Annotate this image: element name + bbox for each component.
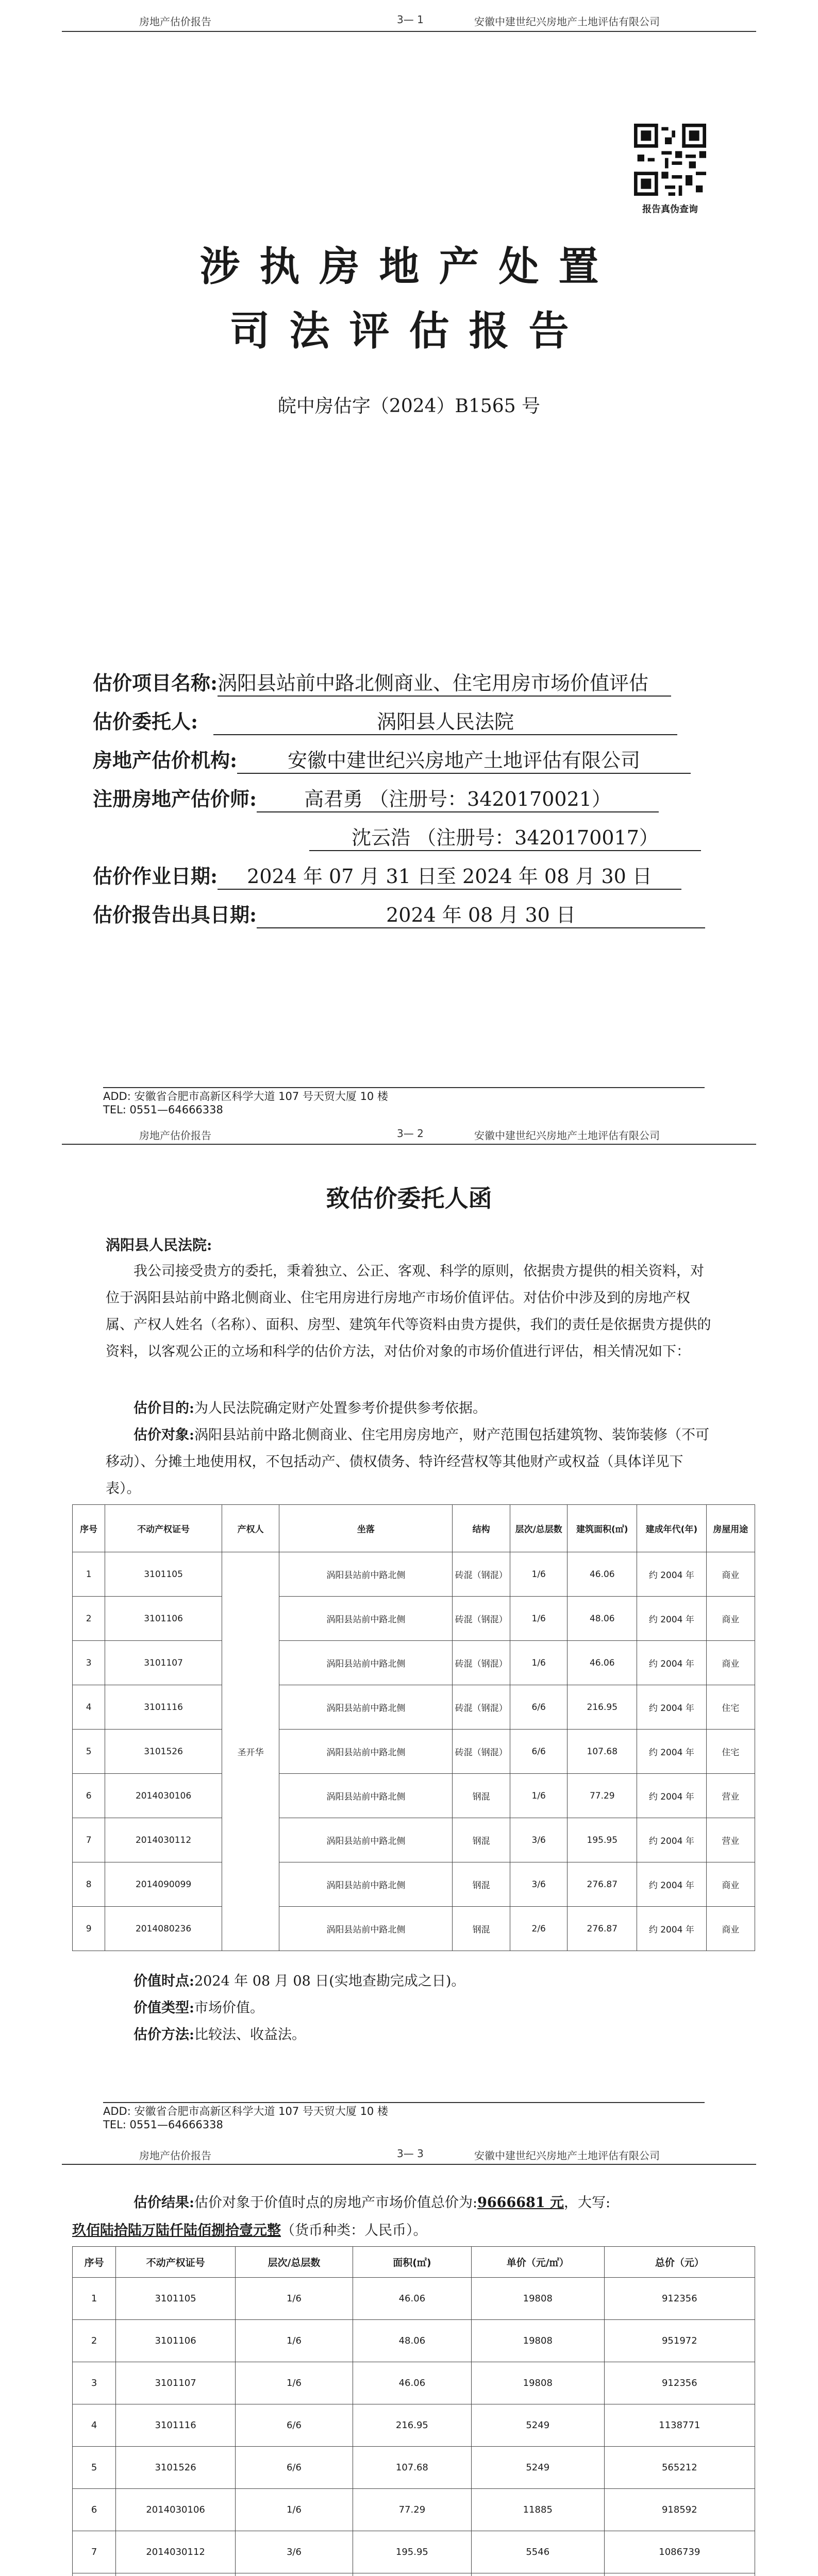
work-date-field <box>93 860 681 890</box>
client-field <box>93 706 677 735</box>
floor: 2/6 <box>510 1907 567 1951</box>
property-row <box>73 1818 755 1862</box>
cert-number: 3101107 <box>116 2362 236 2404</box>
unit-price: 11885 <box>471 2489 604 2531</box>
value-row <box>73 2489 755 2531</box>
work-date-label: 估价作业日期: <box>93 865 218 888</box>
structure: 钢混 <box>453 1774 510 1818</box>
location: 涡阳县站前中路北侧 <box>279 1862 453 1907</box>
unit-price: 5249 <box>471 2447 604 2489</box>
property-row <box>73 1552 755 1597</box>
total-price: 912356 <box>604 2362 755 2404</box>
usage: 营业 <box>706 1774 755 1818</box>
area: 195.95 <box>353 2531 471 2573</box>
client-label: 估价委托人: <box>93 710 198 733</box>
agency-value: 安徽中建世纪兴房地产土地评估有限公司 <box>237 744 691 774</box>
col-header: 序号 <box>73 2247 116 2278</box>
unit-price: 19808 <box>471 2362 604 2404</box>
purpose-label: 估价目的: <box>133 1400 194 1416</box>
property-table-header <box>73 1505 755 1552</box>
usage: 住宅 <box>706 1685 755 1730</box>
col-header: 层次/总层数 <box>510 1505 567 1552</box>
cert-number: 2014090099 <box>105 1862 222 1907</box>
cover-title-line2: 司法评估报告 <box>229 308 589 354</box>
method-value: 比较法、收益法。 <box>194 2027 306 2043</box>
row-index: 5 <box>73 1730 105 1774</box>
floor: 6/6 <box>236 2404 353 2447</box>
header-page-number: 3— 3 <box>397 2147 424 2160</box>
row-index: 8 <box>73 1862 105 1907</box>
object-label: 估价对象: <box>133 1427 194 1443</box>
value-time-value: 2024 年 08 月 08 日(实地查勘完成之日)。 <box>194 1973 465 1989</box>
area: 216.95 <box>353 2404 471 2447</box>
appraiser-field <box>93 783 659 812</box>
total-price: 565212 <box>604 2447 755 2489</box>
row-index <box>73 2573 116 2576</box>
purpose-value: 为人民法院确定财产处置参考价提供参考依据。 <box>194 1400 487 1416</box>
property-row <box>73 1907 755 1951</box>
total-price <box>604 2573 755 2576</box>
row-index: 9 <box>73 1907 105 1951</box>
build-year: 约 2004 年 <box>637 1862 707 1907</box>
col-header: 建筑面积(㎡) <box>567 1505 637 1552</box>
floor <box>236 2573 353 2576</box>
value-type-label: 价值类型: <box>133 2000 194 2016</box>
row-index: 7 <box>73 2531 116 2573</box>
footer-address: ADD: 安徽省合肥市高新区科学大道 107 号天贸大厦 10 楼 <box>103 2105 388 2117</box>
build-year: 约 2004 年 <box>637 1907 707 1951</box>
report-number: 皖中房估字（2024）B1565 号 <box>277 396 541 417</box>
issue-date-value: 2024 年 08 月 30 日 <box>257 899 705 928</box>
build-year: 约 2004 年 <box>637 1774 707 1818</box>
property-table <box>72 1504 755 1951</box>
build-year: 约 2004 年 <box>637 1641 707 1685</box>
value-table-header <box>73 2247 755 2278</box>
letter-title: 致估价委托人函 <box>326 1184 492 1212</box>
usage: 商业 <box>706 1862 755 1907</box>
cert-number <box>116 2573 236 2576</box>
build-year: 约 2004 年 <box>637 1685 707 1730</box>
area: 46.06 <box>567 1552 637 1597</box>
cert-number: 3101105 <box>105 1552 222 1597</box>
col-header: 单价（元/㎡） <box>471 2247 604 2278</box>
work-date-value: 2024 年 07 月 31 日至 2024 年 08 月 30 日 <box>218 860 681 890</box>
result-paragraph <box>106 2190 724 2216</box>
usage: 营业 <box>706 1818 755 1862</box>
value-row <box>73 2362 755 2404</box>
location: 涡阳县站前中路北侧 <box>279 1552 453 1597</box>
header-page-number: 3— 1 <box>397 13 424 26</box>
value-row <box>73 2573 755 2576</box>
unit-price: 19808 <box>471 2320 604 2362</box>
page-footer <box>103 2102 705 2139</box>
footer-tel: TEL: 0551—64666338 <box>103 2119 223 2131</box>
cert-number: 3101116 <box>116 2404 236 2447</box>
total-price: 918592 <box>604 2489 755 2531</box>
property-row <box>73 1862 755 1907</box>
footer-tel: TEL: 0551—64666338 <box>103 1104 223 1116</box>
area <box>353 2573 471 2576</box>
structure: 钢混 <box>453 1862 510 1907</box>
usage: 商业 <box>706 1641 755 1685</box>
value-type-value: 市场价值。 <box>194 2000 264 2016</box>
area: 77.29 <box>353 2489 471 2531</box>
result-text: 估价对象于价值时点的房地产市场价值总价为: <box>194 2195 478 2211</box>
result-amount: 9666681 元 <box>477 2195 564 2211</box>
structure: 砖混（钢混） <box>453 1685 510 1730</box>
cert-number: 3101106 <box>105 1597 222 1641</box>
result-upper: 玖佰陆拾陆万陆仟陆佰捌拾壹元整 <box>72 2223 281 2239</box>
value-row <box>73 2447 755 2489</box>
area: 48.06 <box>353 2320 471 2362</box>
property-row <box>73 1641 755 1685</box>
appraiser-2: 沈云浩 （注册号：3420170017） <box>309 822 701 851</box>
client-value: 涡阳县人民法院 <box>213 706 677 735</box>
page-header <box>62 0 756 32</box>
cert-number: 2014080236 <box>105 1907 222 1951</box>
area: 48.06 <box>567 1597 637 1641</box>
row-index: 3 <box>73 1641 105 1685</box>
floor: 1/6 <box>510 1774 567 1818</box>
area: 216.95 <box>567 1685 637 1730</box>
floor: 1/6 <box>236 2278 353 2320</box>
col-header: 不动产权证号 <box>116 2247 236 2278</box>
result-upper-line <box>72 2221 722 2241</box>
total-price: 1138771 <box>604 2404 755 2447</box>
row-index: 1 <box>73 1552 105 1597</box>
row-index: 5 <box>73 2447 116 2489</box>
property-row <box>73 1774 755 1818</box>
issue-date-field <box>93 899 705 928</box>
location: 涡阳县站前中路北侧 <box>279 1818 453 1862</box>
footer-address: ADD: 安徽省合肥市高新区科学大道 107 号天贸大厦 10 楼 <box>103 1090 388 1103</box>
cert-number: 3101105 <box>116 2278 236 2320</box>
project-value: 涡阳县站前中路北侧商业、住宅用房市场价值评估 <box>218 667 671 697</box>
cert-number: 3101106 <box>116 2320 236 2362</box>
unit-price <box>471 2573 604 2576</box>
row-index: 6 <box>73 2489 116 2531</box>
result-currency: （货币种类：人民币）。 <box>281 2223 427 2239</box>
cert-number: 2014030112 <box>116 2531 236 2573</box>
area: 107.68 <box>353 2447 471 2489</box>
floor: 1/6 <box>510 1597 567 1641</box>
row-index: 2 <box>73 2320 116 2362</box>
structure: 钢混 <box>453 1818 510 1862</box>
build-year: 约 2004 年 <box>637 1552 707 1597</box>
area: 107.68 <box>567 1730 637 1774</box>
method-label: 估价方法: <box>133 2027 194 2043</box>
location: 涡阳县站前中路北侧 <box>279 1730 453 1774</box>
floor: 3/6 <box>236 2531 353 2573</box>
qr-code-icon <box>634 124 706 196</box>
header-company: 安徽中建世纪兴房地产土地评估有限公司 <box>474 15 660 28</box>
value-time-label: 价值时点: <box>133 1973 194 1989</box>
result-upper-label: ，大写: <box>563 2195 611 2211</box>
usage: 住宅 <box>706 1730 755 1774</box>
project-field <box>93 667 671 697</box>
cover-page <box>0 0 818 1116</box>
row-index: 4 <box>73 2404 116 2447</box>
row-index: 3 <box>73 2362 116 2404</box>
col-header: 总价（元） <box>604 2247 755 2278</box>
floor: 1/6 <box>236 2362 353 2404</box>
letter-intro: 我公司接受贵方的委托，秉着独立、公正、客观、科学的原则，依据贵方提供的相关资料，对位于涡阳县站前中路北侧商业、住宅用房进行房地产市场价值评估。对估价中涉及到的房地产权属、产权人姓名（名称）、面积、房型、建筑年代等资料由贵方提供，我们的责任是依据贵方提供的资料，以客观公正的立场和科学的估价方法，对估价对象的市场价值进行评估，相关情况如下： <box>106 1263 711 1360</box>
property-row <box>73 1730 755 1774</box>
page-header <box>62 2143 756 2165</box>
cert-number: 2014030106 <box>116 2489 236 2531</box>
value-row <box>73 2404 755 2447</box>
location: 涡阳县站前中路北侧 <box>279 1907 453 1951</box>
unit-price: 5249 <box>471 2404 604 2447</box>
issue-date-label: 估价报告出具日期: <box>93 903 257 926</box>
usage: 商业 <box>706 1907 755 1951</box>
total-price: 1086739 <box>604 2531 755 2573</box>
area: 276.87 <box>567 1907 637 1951</box>
build-year: 约 2004 年 <box>637 1730 707 1774</box>
col-header: 面积(㎡) <box>353 2247 471 2278</box>
col-header: 层次/总层数 <box>236 2247 353 2278</box>
area: 46.06 <box>567 1641 637 1685</box>
floor: 1/6 <box>236 2320 353 2362</box>
build-year: 约 2004 年 <box>637 1597 707 1641</box>
value-row <box>73 2531 755 2573</box>
cert-number: 3101526 <box>116 2447 236 2489</box>
row-index: 2 <box>73 1597 105 1641</box>
col-header: 不动产权证号 <box>105 1505 222 1552</box>
object-value: 涡阳县站前中路北侧商业、住宅用房房地产，财产范围包括建筑物、装饰装修（不可移动）、分摊土地使用权，不包括动产、债权债务、特许经营权等其他财产或权益（具体详见下表）。 <box>106 1427 709 1497</box>
floor: 6/6 <box>236 2447 353 2489</box>
location: 涡阳县站前中路北侧 <box>279 1641 453 1685</box>
area: 46.06 <box>353 2362 471 2404</box>
floor: 1/6 <box>236 2489 353 2531</box>
value-type-paragraph <box>106 1995 714 2022</box>
location: 涡阳县站前中路北侧 <box>279 1597 453 1641</box>
floor: 1/6 <box>510 1552 567 1597</box>
row-index: 6 <box>73 1774 105 1818</box>
object-paragraph <box>106 1422 714 1502</box>
structure: 砖混（钢混） <box>453 1597 510 1641</box>
value-row <box>73 2320 755 2362</box>
purpose-paragraph <box>106 1395 714 1422</box>
project-label: 估价项目名称: <box>93 671 218 694</box>
property-row <box>73 1597 755 1641</box>
structure: 砖混（钢混） <box>453 1641 510 1685</box>
letter-salutation: 涡阳县人民法院: <box>106 1236 212 1253</box>
total-price: 912356 <box>604 2278 755 2320</box>
qr-code[interactable] <box>634 124 706 196</box>
letter-page <box>0 1123 818 2148</box>
col-header: 建成年代(年) <box>637 1505 707 1552</box>
col-header: 房屋用途 <box>706 1505 755 1552</box>
total-price: 951972 <box>604 2320 755 2362</box>
result-label: 估价结果: <box>133 2195 194 2211</box>
page-header <box>62 1123 756 1145</box>
cert-number: 3101526 <box>105 1730 222 1774</box>
results-page <box>0 2143 818 2576</box>
qr-caption: 报告真伪查询 <box>642 204 698 215</box>
unit-price: 5546 <box>471 2531 604 2573</box>
location: 涡阳县站前中路北侧 <box>279 1685 453 1730</box>
area: 77.29 <box>567 1774 637 1818</box>
header-title: 房地产估价报告 <box>139 15 211 28</box>
property-row <box>73 1685 755 1730</box>
location: 涡阳县站前中路北侧 <box>279 1774 453 1818</box>
area: 195.95 <box>567 1818 637 1862</box>
value-time-paragraph <box>106 1968 714 1995</box>
structure: 钢混 <box>453 1907 510 1951</box>
cover-title-line1: 涉执房地产处置 <box>199 243 619 290</box>
col-header: 序号 <box>73 1505 105 1552</box>
agency-label: 房地产估价机构: <box>93 749 238 772</box>
header-company: 安徽中建世纪兴房地产土地评估有限公司 <box>474 1129 660 1142</box>
cert-number: 3101107 <box>105 1641 222 1685</box>
row-index: 4 <box>73 1685 105 1730</box>
floor: 6/6 <box>510 1685 567 1730</box>
col-header: 结构 <box>453 1505 510 1552</box>
appraiser-label: 注册房地产估价师: <box>93 787 257 810</box>
page-footer <box>103 1087 705 1124</box>
cert-number: 2014030106 <box>105 1774 222 1818</box>
header-page-number: 3— 2 <box>397 1127 424 1140</box>
cert-number: 2014030112 <box>105 1818 222 1862</box>
usage: 商业 <box>706 1597 755 1641</box>
appraiser-1: 高君勇 （注册号：3420170021） <box>257 783 659 812</box>
area: 276.87 <box>567 1862 637 1907</box>
header-title: 房地产估价报告 <box>139 1129 211 1142</box>
build-year: 约 2004 年 <box>637 1818 707 1862</box>
agency-field <box>93 744 691 774</box>
floor: 3/6 <box>510 1862 567 1907</box>
value-row <box>73 2278 755 2320</box>
col-header: 产权人 <box>222 1505 279 1552</box>
usage: 商业 <box>706 1552 755 1597</box>
col-header: 坐落 <box>279 1505 453 1552</box>
floor: 6/6 <box>510 1730 567 1774</box>
structure: 砖混（钢混） <box>453 1730 510 1774</box>
value-table <box>72 2246 755 2576</box>
owner: 圣开华 <box>222 1552 279 1951</box>
header-title: 房地产估价报告 <box>139 2149 211 2162</box>
floor: 3/6 <box>510 1818 567 1862</box>
cert-number: 3101116 <box>105 1685 222 1730</box>
floor: 1/6 <box>510 1641 567 1685</box>
appraiser-2-field <box>309 822 701 851</box>
row-index: 1 <box>73 2278 116 2320</box>
header-company: 安徽中建世纪兴房地产土地评估有限公司 <box>474 2149 660 2162</box>
area: 46.06 <box>353 2278 471 2320</box>
row-index: 7 <box>73 1818 105 1862</box>
unit-price: 19808 <box>471 2278 604 2320</box>
method-paragraph <box>106 2022 714 2048</box>
structure: 砖混（钢混） <box>453 1552 510 1597</box>
